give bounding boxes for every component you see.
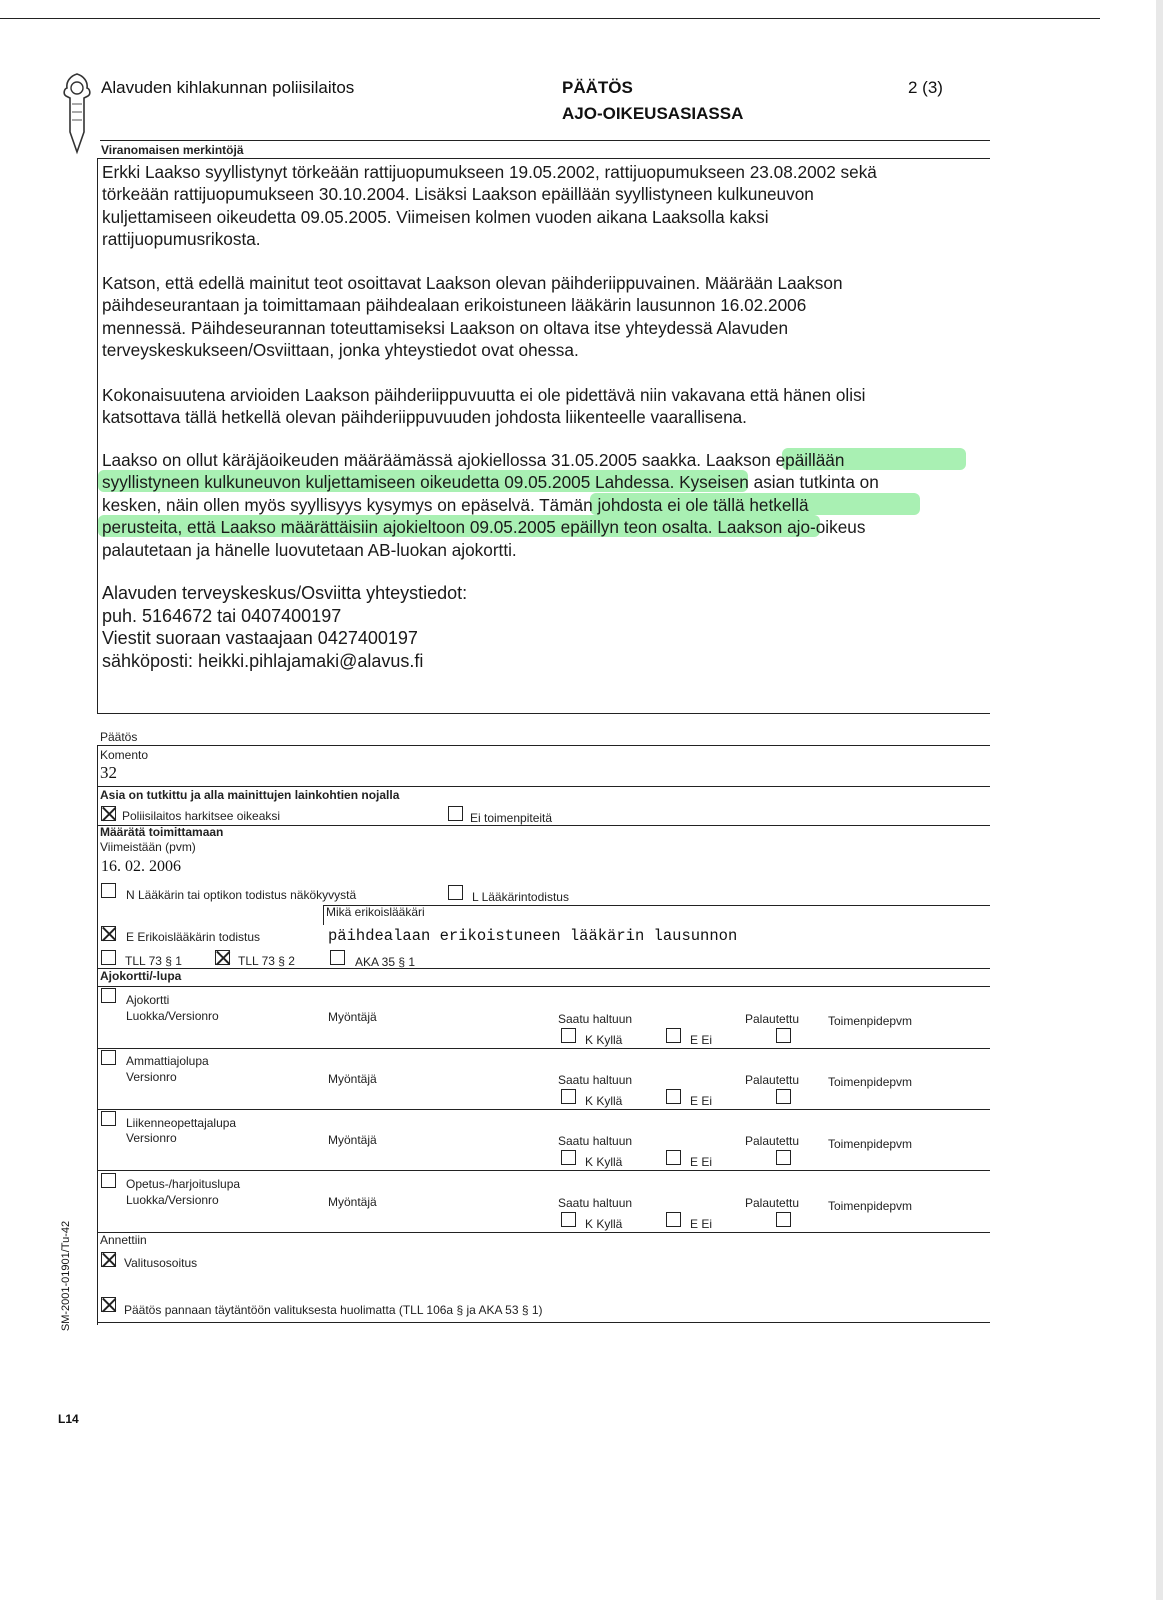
eyesight-cert-label: N Lääkärin tai optikon todistus näkökyvystä [126, 888, 357, 902]
license-row-name: Ajokortti [126, 993, 170, 1007]
action-date-label: Toimenpidepvm [828, 1075, 913, 1089]
discretion-label: Poliisilaitos harkitsee oikeaksi [122, 809, 281, 823]
returned-label: Palautettu [745, 1196, 800, 1210]
enforce-label: Päätös pannaan täytäntöön valituksesta huolimatta (TLL 106a § ja AKA 53 § 1) [124, 1303, 543, 1317]
specialist-cert-label: E Erikoislääkärin todistus [126, 930, 261, 944]
license-row-name: Opetus-/harjoituslupa [126, 1177, 241, 1191]
action-date-label: Toimenpidepvm [828, 1199, 913, 1213]
license-row-name: Ammattiajolupa [126, 1054, 209, 1068]
contact-info: Alavuden terveyskeskus/Osviitta yhteystiedot: puh. 5164672 tai 0407400197 Viestit suoraan vastaajaan 0427400197 sähköposti: heikki.pihlajamaki@alavus.fi [102, 583, 468, 671]
eyesight-cert-checkbox[interactable] [101, 883, 116, 898]
specialist-cert-checkbox[interactable] [101, 926, 116, 941]
deadline-label: Viimeistään (pvm) [100, 840, 196, 854]
license-row-sub: Versionro [126, 1070, 177, 1084]
seized-yes-checkbox[interactable] [561, 1089, 576, 1104]
decision-rule-2 [97, 786, 990, 787]
order-label: Määrätä toimittamaan [100, 825, 224, 839]
seized-yes-checkbox[interactable] [561, 1028, 576, 1043]
basis-label: Asia on tutkittu ja alla mainittujen lainkohtien nojalla [100, 788, 400, 802]
komento-label: Komento [100, 748, 149, 762]
tll-73-2-label: TLL 73 § 2 [238, 954, 295, 968]
notes-section-title: Viranomaisen merkintöjä [101, 143, 244, 157]
issuer-label: Myöntäjä [328, 1133, 377, 1147]
notes-paragraph-3: Kokonaisuutena arvioiden Laakson päihderiippuvuutta ei ole pidettävä niin vakavana että hänen olisi katsottava tällä hetkellä olevan päihderiippuvuuden johdosta liikenteelle vaarallisena. [102, 385, 866, 428]
no-action-label: Ei toimenpiteitä [470, 811, 553, 825]
appeal-label: Valitusosoitus [124, 1256, 198, 1270]
notes-box-top [97, 158, 990, 159]
appeal-checkbox[interactable] [101, 1252, 116, 1267]
tll-73-1-checkbox[interactable] [101, 950, 116, 965]
decision-left-border [97, 745, 98, 1325]
seized-yes-checkbox[interactable] [561, 1212, 576, 1227]
seized-yes-label: K Kyllä [585, 1217, 623, 1231]
aka-35-1-checkbox[interactable] [330, 950, 345, 965]
seized-no-label: E Ei [690, 1217, 713, 1231]
authority-name: Alavuden kihlakunnan poliisilaitos [101, 78, 355, 97]
seized-yes-label: K Kyllä [585, 1094, 623, 1108]
returned-checkbox[interactable] [776, 1089, 791, 1104]
seized-yes-label: K Kyllä [585, 1033, 623, 1047]
document-subtitle: AJO-OIKEUSASIASSA [562, 104, 744, 123]
seized-no-checkbox[interactable] [666, 1028, 681, 1043]
specialist-box-left [323, 905, 324, 925]
license-row-checkbox[interactable] [101, 1050, 116, 1065]
form-code: SM-2001-01901/Tu-42 [60, 1220, 72, 1332]
document-title: PÄÄTÖS [562, 78, 633, 97]
decision-rule-1 [97, 745, 990, 746]
licenses-rule-3 [97, 1170, 990, 1171]
seized-label: Saatu haltuun [558, 1073, 633, 1087]
medical-cert-label: L Lääkärintodistus [472, 890, 569, 904]
page-number: 2 (3) [908, 78, 943, 97]
given-rule-bottom [97, 1322, 990, 1323]
licenses-rule-4 [97, 1232, 990, 1233]
top-edge-line [0, 18, 1100, 19]
decision-rule-3 [97, 825, 990, 826]
licenses-rule-2 [97, 1109, 990, 1110]
page-code: L14 [58, 1412, 79, 1426]
notes-paragraph-4: Laakso on ollut käräjäoikeuden määräämässä ajokiellossa 31.05.2005 saakka. Laakson epäillään syyllistyneen kulkuneuvon kuljettamiseen oikeudetta 09.05.2005 Lahdessa. Kyseisen asian tutkinta on kesken, näin ollen myös syyllisyys kysymys on epäselvä. Tämän johdosta ei ole tällä hetkellä perusteita, että Laakso määrättäisiin ajokieltoon 09.05.2005 epäillyn teon osalta. Laakson ajo-oikeus palautetaan ja hänelle luovutetaan AB-luokan ajokortti. [102, 450, 879, 560]
seized-label: Saatu haltuun [558, 1012, 633, 1026]
decision-rule-4 [97, 968, 990, 969]
medical-cert-checkbox[interactable] [448, 885, 463, 900]
license-row-sub: Luokka/Versionro [126, 1193, 219, 1207]
action-date-label: Toimenpidepvm [828, 1014, 913, 1028]
licenses-section-title: Ajokortti/-lupa [100, 969, 182, 983]
seized-no-label: E Ei [690, 1094, 713, 1108]
license-row-name: Liikenneopettajalupa [126, 1116, 237, 1130]
police-emblem-icon [60, 72, 94, 156]
seized-no-checkbox[interactable] [666, 1212, 681, 1227]
action-date-label: Toimenpidepvm [828, 1137, 913, 1151]
licenses-rule-1 [97, 1048, 990, 1049]
specialist-value: päihdealaan erikoistuneen lääkärin lausunnon [328, 927, 738, 945]
seized-no-label: E Ei [690, 1155, 713, 1169]
tll-73-1-label: TLL 73 § 1 [125, 954, 182, 968]
notes-box-left [97, 158, 98, 713]
given-label: Annettiin [100, 1233, 147, 1247]
issuer-label: Myöntäjä [328, 1195, 377, 1209]
license-row-checkbox[interactable] [101, 1111, 116, 1126]
returned-checkbox[interactable] [776, 1028, 791, 1043]
tll-73-2-checkbox[interactable] [215, 950, 230, 965]
seized-yes-label: K Kyllä [585, 1155, 623, 1169]
enforce-checkbox[interactable] [101, 1297, 116, 1312]
seized-label: Saatu haltuun [558, 1134, 633, 1148]
seized-label: Saatu haltuun [558, 1196, 633, 1210]
discretion-checkbox[interactable] [101, 806, 116, 821]
notes-top-rule [100, 140, 990, 141]
returned-label: Palautettu [745, 1012, 800, 1026]
licenses-rule-top [97, 986, 990, 987]
seized-no-checkbox[interactable] [666, 1150, 681, 1165]
scan-edge-shadow [1156, 0, 1163, 1600]
notes-paragraph-1: Erkki Laakso syyllistynyt törkeään rattijuopumukseen 19.05.2002, rattijuopumukseen 23.08.2002 sekä törkeään rattijuopumukseen 30.10.2004. Lisäksi Laakson epäillään syyllistyneen kulkuneuvon kuljettamiseen oikeudetta 09.05.2005. Viimeisen kolmen vuoden aikana Laaksolla kaksi rattijuopumusrikosta. [102, 162, 877, 250]
seized-no-label: E Ei [690, 1033, 713, 1047]
license-row-sub: Versionro [126, 1131, 177, 1145]
license-row-checkbox[interactable] [101, 988, 116, 1003]
notes-box-bottom [97, 713, 990, 714]
decision-section-title: Päätös [100, 730, 138, 744]
specialist-label: Mikä erikoislääkäri [326, 905, 425, 919]
issuer-label: Myöntäjä [328, 1010, 377, 1024]
seized-no-checkbox[interactable] [666, 1089, 681, 1104]
license-row-checkbox[interactable] [101, 1173, 116, 1188]
no-action-checkbox[interactable] [448, 806, 463, 821]
notes-paragraph-2: Katson, että edellä mainitut teot osoittavat Laakson olevan päihderiippuvainen. Määrään Laakson päihdeseurantaan ja toimittamaan päihdealaan erikoistuneen lääkärin lausunnon 16.02.2006 mennessä. Päihdeseurannan toteuttamiseksi Laakson on oltava itse yhteydessä Alavuden terveyskeskukseen/Osviittaan, jonka yhteystiedot ovat ohessa. [102, 273, 843, 361]
komento-value: 32 [100, 763, 117, 782]
returned-label: Palautettu [745, 1073, 800, 1087]
returned-checkbox[interactable] [776, 1212, 791, 1227]
issuer-label: Myöntäjä [328, 1072, 377, 1086]
returned-label: Palautettu [745, 1134, 800, 1148]
license-row-sub: Luokka/Versionro [126, 1009, 219, 1023]
seized-yes-checkbox[interactable] [561, 1150, 576, 1165]
aka-35-1-label: AKA 35 § 1 [355, 955, 416, 969]
deadline-value: 16. 02. 2006 [101, 858, 181, 875]
returned-checkbox[interactable] [776, 1150, 791, 1165]
